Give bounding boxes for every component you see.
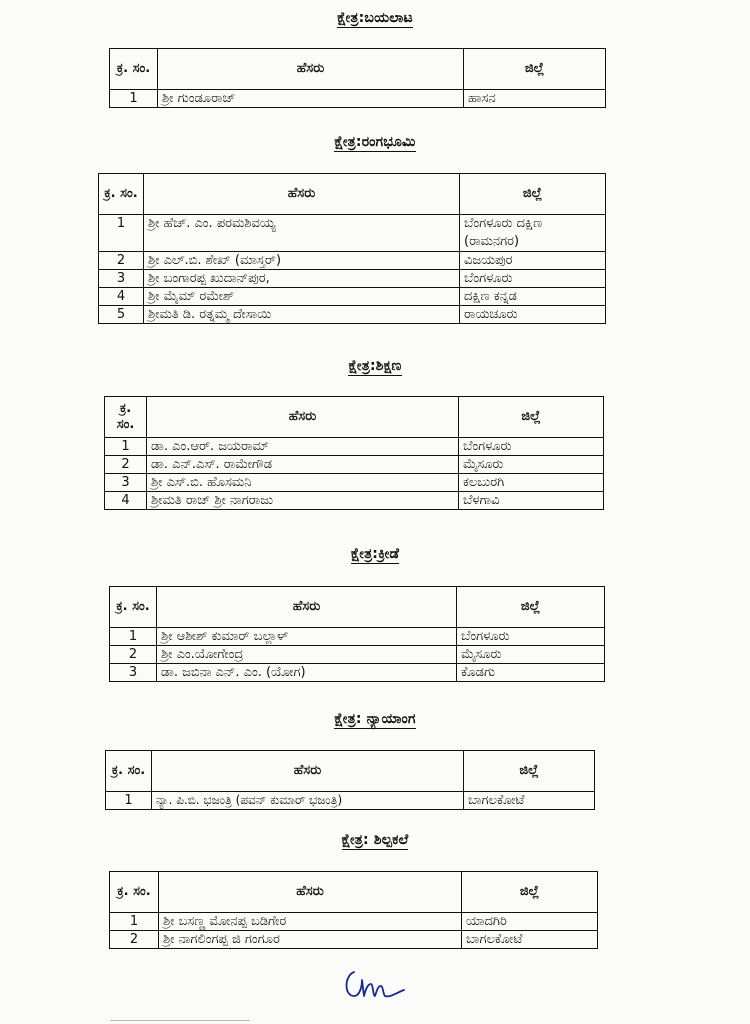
section-heading: ಕ್ಷೇತ್ರ: ನ್ಯಾಯಾಂಗ — [334, 711, 416, 727]
cell-name: ಶ್ರೀ ಮೈಮ್ ರಮೇಶ್ — [144, 288, 460, 306]
table-header-row — [99, 174, 606, 215]
cell-district: ಬೆಂಗಳೂರು — [460, 270, 606, 288]
header-district: ಜಿಲ್ಲೆ — [462, 872, 598, 913]
cell-name: ಶ್ರೀ ಎಂ.ಯೋಗೇಂದ್ರ — [157, 646, 457, 664]
cell-district: ಬೆಂಗಳೂರು ದಕ್ಷಿಣ (ರಾಮನಗರ) — [460, 215, 606, 252]
section-heading: ಕ್ಷೇತ್ರ:ಬಯಲಾಟ — [337, 10, 413, 26]
header-serial: ಕ್ರ. ಸಂ. — [106, 751, 152, 792]
cell-name: ನ್ಯಾ. ಪಿ.ಬಿ. ಭಜಂತ್ರಿ (ಪವನ್ ಕುಮಾರ್ ಭಜಂತ್ರಿ) — [152, 792, 464, 810]
table-row — [110, 646, 605, 664]
cell-name: ಶ್ರೀ ನಾಗಲಿಂಗಪ್ಪ ಜಿ ಗಂಗೂರ — [159, 931, 462, 949]
header-serial: ಕ್ರ. ಸಂ. — [110, 587, 157, 628]
table-row — [99, 215, 606, 252]
cell-district: ಬೆಂಗಳೂರು — [459, 438, 604, 456]
header-district: ಜಿಲ್ಲೆ — [460, 174, 606, 215]
award-table — [105, 750, 595, 810]
cell-serial: 1 — [99, 215, 144, 252]
cell-district: ವಿಜಯಪುರ — [460, 252, 606, 270]
cell-serial: 3 — [105, 474, 147, 492]
cell-name: ಡಾ. ಎಂ.ಆರ್. ಜಯರಾಮ್ — [147, 438, 459, 456]
table-header-row — [110, 49, 606, 90]
table-row — [99, 252, 606, 270]
cell-serial: 2 — [105, 456, 147, 474]
table-header-row — [106, 751, 595, 792]
cell-district: ಬೆಂಗಳೂರು — [457, 628, 605, 646]
table-row — [110, 90, 606, 108]
table-row — [110, 931, 598, 949]
table-row — [99, 306, 606, 324]
header-district: ಜಿಲ್ಲೆ — [464, 49, 606, 90]
table-header-row — [110, 872, 598, 913]
header-name: ಹೆಸರು — [144, 174, 460, 215]
header-district: ಜಿಲ್ಲೆ — [457, 587, 605, 628]
table-row — [110, 664, 605, 682]
header-name: ಹೆಸರು — [147, 397, 459, 438]
award-table — [109, 586, 605, 682]
cell-serial: 5 — [99, 306, 144, 324]
cell-serial: 1 — [110, 628, 157, 646]
header-serial: ಕ್ರ. ಸಂ. — [105, 397, 147, 438]
header-name: ಹೆಸರು — [152, 751, 464, 792]
footer-divider — [110, 1020, 250, 1021]
cell-serial: 1 — [110, 913, 159, 931]
header-name: ಹೆಸರು — [159, 872, 462, 913]
section-heading: ಕ್ಷೇತ್ರ:ಕ್ರೀಡೆ — [350, 546, 400, 562]
cell-name: ಶ್ರೀ ಎಸ್.ಬಿ. ಹೊಸಮನಿ — [147, 474, 459, 492]
cell-name: ಶ್ರೀ ಬಸಣ್ಣ ಮೋನಪ್ಪ ಬಡಿಗೇರ — [159, 913, 462, 931]
cell-serial: 1 — [106, 792, 152, 810]
cell-serial: 3 — [99, 270, 144, 288]
header-district: ಜಿಲ್ಲೆ — [459, 397, 604, 438]
cell-district: ಮೈಸೂರು — [457, 646, 605, 664]
cell-district: ಬಾಗಲಕೋಟೆ — [464, 792, 595, 810]
table-row — [110, 628, 605, 646]
header-serial: ಕ್ರ. ಸಂ. — [99, 174, 144, 215]
section-heading: ಕ್ಷೇತ್ರ:ಶಿಕ್ಷಣ — [348, 358, 402, 374]
cell-district: ರಾಯಚೂರು — [460, 306, 606, 324]
award-table — [109, 48, 606, 108]
cell-name: ಶ್ರೀ ಎಲ್.ಬಿ. ಶೇಖ್ (ಮಾಸ್ತರ್) — [144, 252, 460, 270]
cell-name: ಶ್ರೀ ಹೆಚ್. ಎಂ. ಪರಮಶಿವಯ್ಯ — [144, 215, 460, 252]
cell-district: ಕೊಡಗು — [457, 664, 605, 682]
table-row — [99, 270, 606, 288]
header-name: ಹೆಸರು — [157, 587, 457, 628]
table-row — [106, 792, 595, 810]
table-header-row — [105, 397, 604, 438]
table-row — [99, 288, 606, 306]
cell-district: ಹಾಸನ — [464, 90, 606, 108]
signature — [340, 966, 410, 1002]
table-row — [110, 913, 598, 931]
cell-district: ಕಲಬುರಗಿ — [459, 474, 604, 492]
table-row — [105, 492, 604, 510]
header-name: ಹೆಸರು — [158, 49, 464, 90]
cell-name: ಶ್ರೀ ಗುಂಡೂರಾಜ್ — [158, 90, 464, 108]
cell-district: ಬಾಗಲಕೋಟೆ — [462, 931, 598, 949]
cell-name: ಶ್ರೀ ಆಶೀಶ್ ಕುಮಾರ್ ಬಲ್ಲಾಳ್ — [157, 628, 457, 646]
table-row — [105, 438, 604, 456]
header-serial: ಕ್ರ. ಸಂ. — [110, 872, 159, 913]
cell-serial: 4 — [105, 492, 147, 510]
cell-serial: 3 — [110, 664, 157, 682]
cell-name: ಶ್ರೀ ಬಂಗಾರಪ್ಪ ಖುದಾನ್‌ಪುರ, — [144, 270, 460, 288]
cell-name: ಡಾ. ಎನ್.ಎಸ್. ರಾಮೇಗೌಡ — [147, 456, 459, 474]
cell-serial: 2 — [110, 646, 157, 664]
header-district: ಜಿಲ್ಲೆ — [464, 751, 595, 792]
cell-district: ಯಾದಗಿರಿ — [462, 913, 598, 931]
cell-serial: 4 — [99, 288, 144, 306]
cell-district: ದಕ್ಷಿಣ ಕನ್ನಡ — [460, 288, 606, 306]
cell-serial: 1 — [105, 438, 147, 456]
cell-name: ಶ್ರೀಮತಿ ರಾಜ್ ಶ್ರೀ ನಾಗರಾಜು — [147, 492, 459, 510]
cell-district: ಬೆಳಗಾವಿ — [459, 492, 604, 510]
cell-serial: 1 — [110, 90, 158, 108]
table-row — [105, 474, 604, 492]
header-serial: ಕ್ರ. ಸಂ. — [110, 49, 158, 90]
table-row — [105, 456, 604, 474]
award-table — [109, 871, 598, 949]
cell-serial: 2 — [110, 931, 159, 949]
cell-district: ಮೈಸೂರು — [459, 456, 604, 474]
section-heading: ಕ್ಷೇತ್ರ:ರಂಗಭೂಮಿ — [334, 134, 416, 150]
section-heading: ಕ್ಷೇತ್ರ: ಶಿಲ್ಪಕಲೆ — [341, 832, 409, 848]
cell-serial: 2 — [99, 252, 144, 270]
cell-name: ಡಾ. ಜಬಿನಾ ಎನ್. ಎಂ. (ಯೋಗ) — [157, 664, 457, 682]
award-table — [104, 396, 604, 510]
award-table — [98, 173, 606, 324]
cell-name: ಶ್ರೀಮತಿ ಡಿ. ರತ್ನಮ್ಮ ದೇಸಾಯಿ — [144, 306, 460, 324]
table-header-row — [110, 587, 605, 628]
